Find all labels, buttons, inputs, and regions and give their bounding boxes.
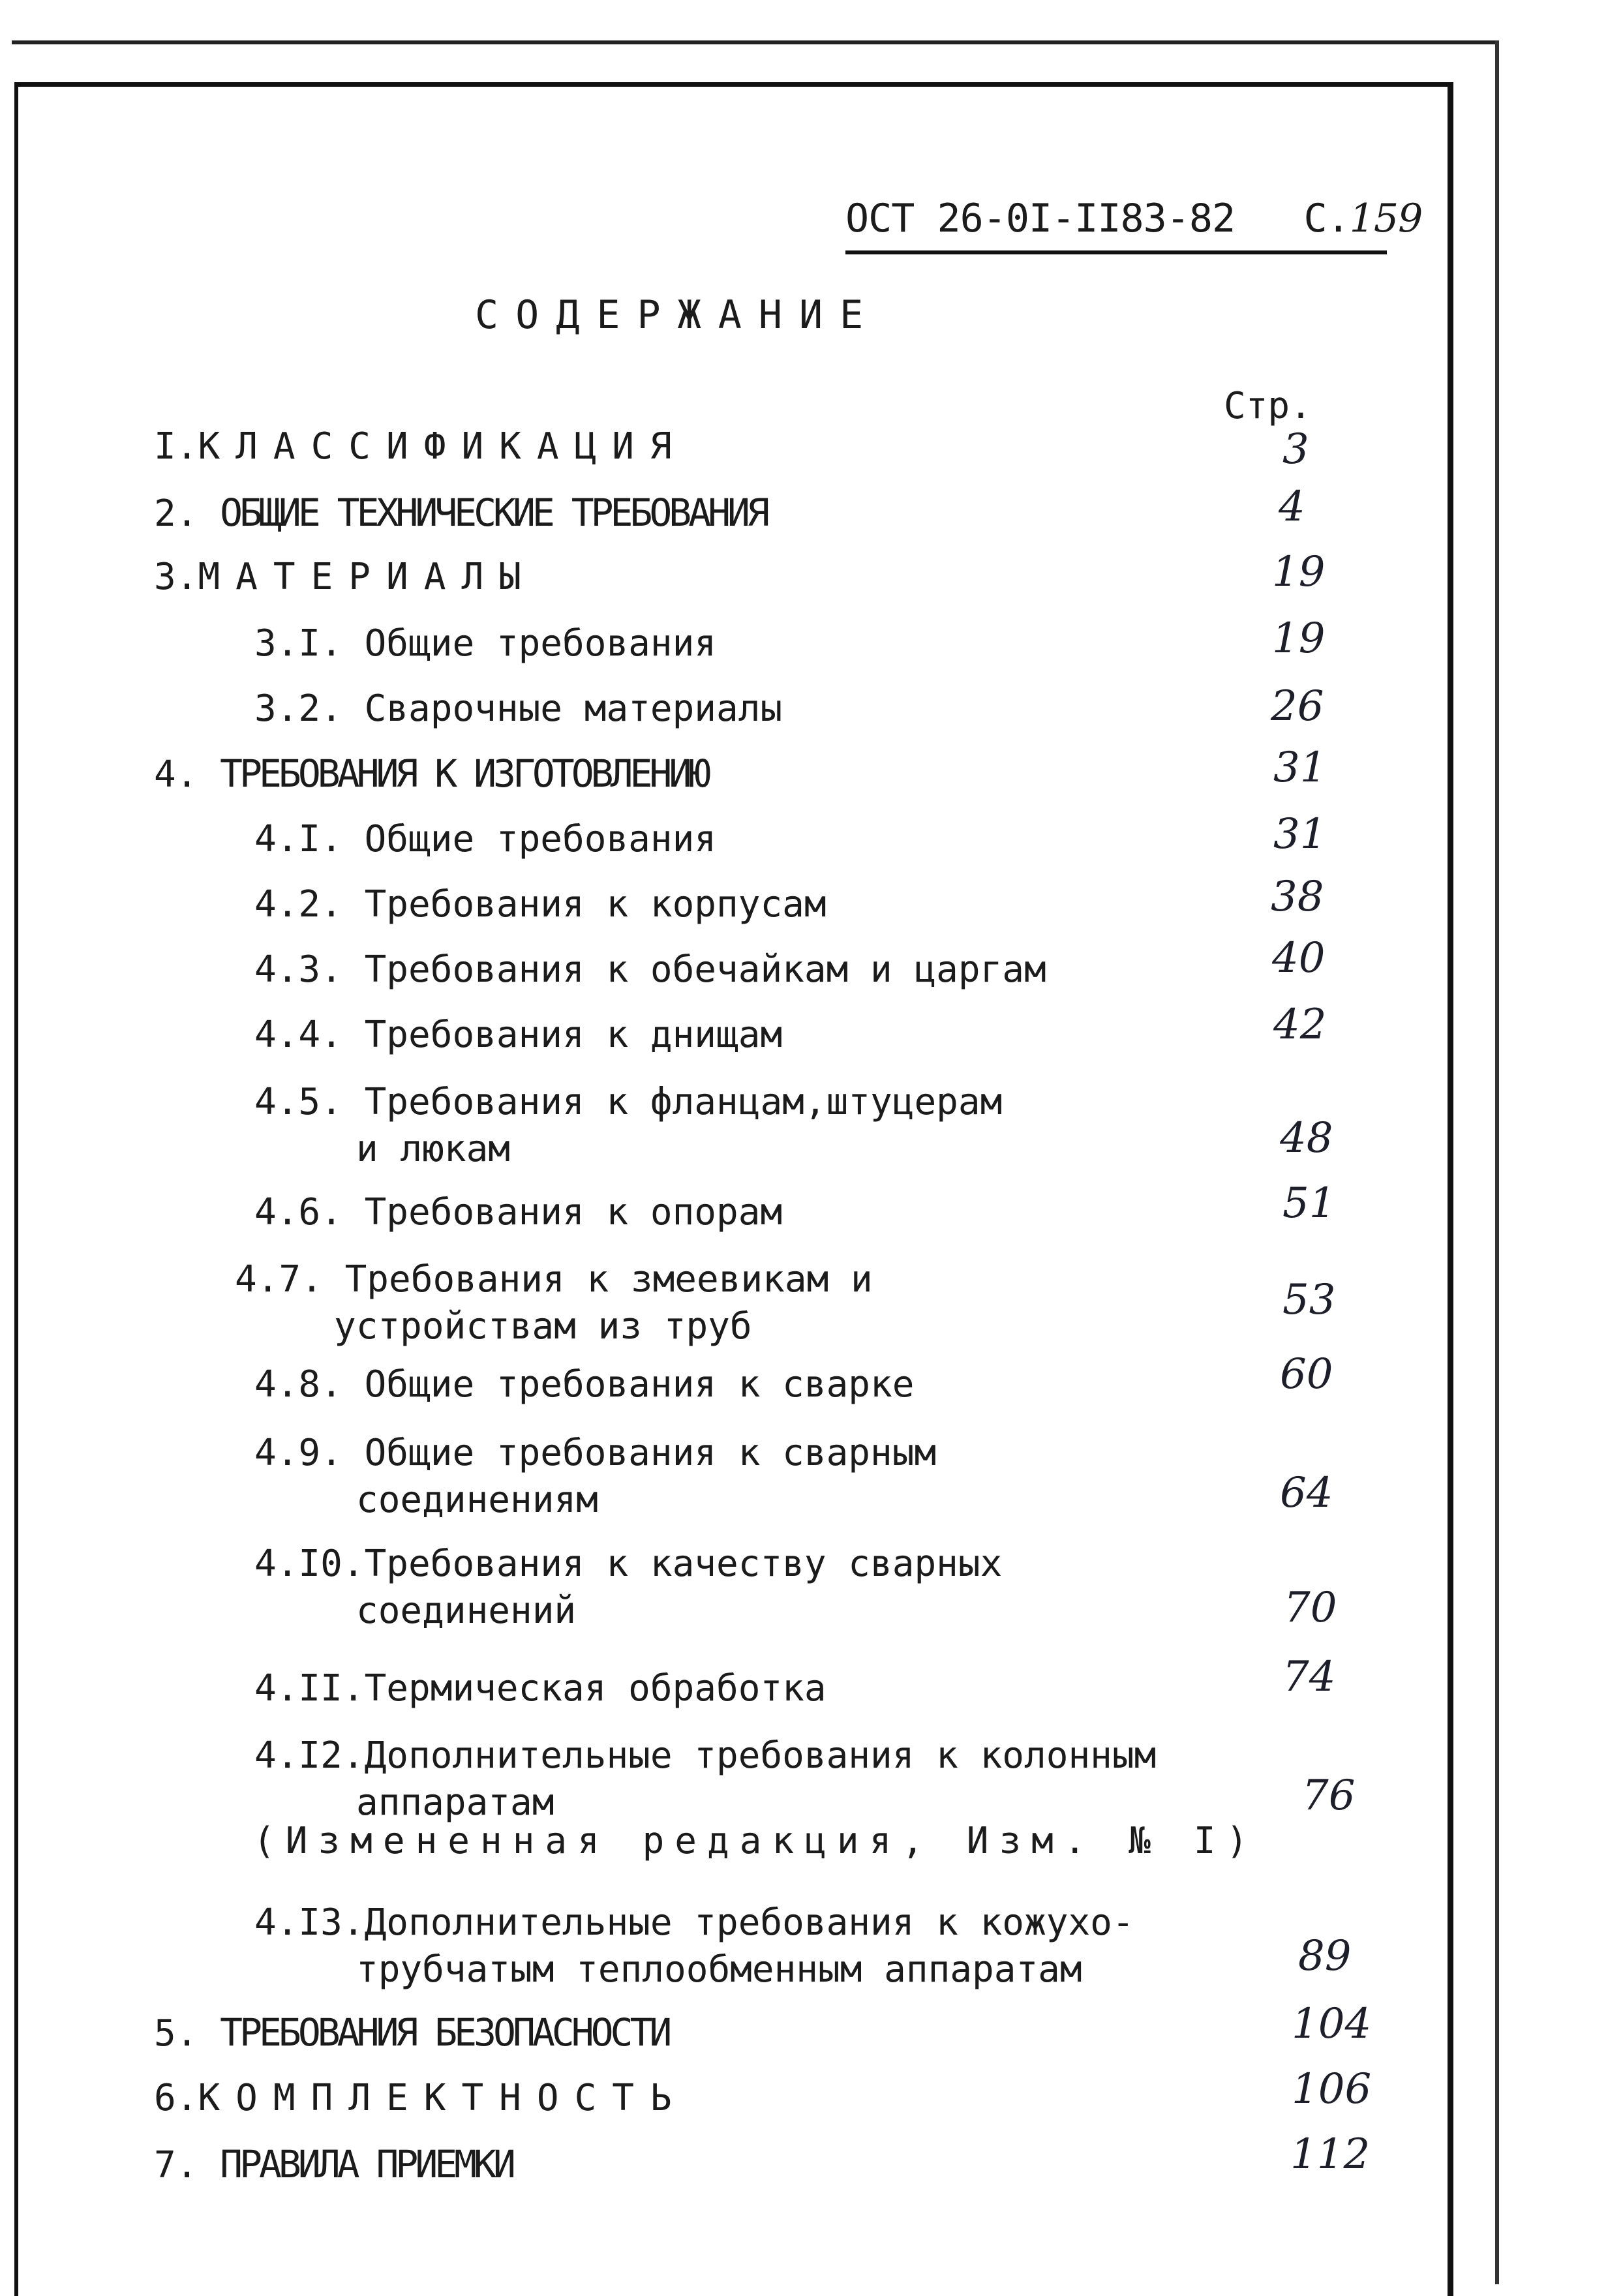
toc-entry [254, 1014, 782, 1056]
toc-entry-page: 19 [1272, 548, 1326, 596]
toc-entry-title-continued: соединений [356, 1590, 577, 1632]
toc-entry [254, 883, 827, 926]
toc-entry-number: 5. [154, 2012, 198, 2055]
toc-entry-page: 74 [1282, 1653, 1336, 1701]
toc-entry-number: 4.II. [254, 1667, 365, 1710]
toc-entry-title-continued: устройствам из труб [334, 1305, 752, 1348]
toc-entry [254, 622, 716, 665]
toc-entry-number: 4.3. [254, 948, 342, 991]
toc-entry [154, 2077, 688, 2119]
toc-entry-number: 3. [154, 556, 198, 598]
page-column-header: Стр. [1224, 385, 1312, 427]
toc-entry-title: Требования к корпусам [364, 883, 827, 926]
toc-entry [235, 1256, 873, 1350]
toc-entry-number: 4.2. [254, 883, 342, 926]
toc-entry-page: 89 [1298, 1932, 1352, 1980]
toc-entry-page: 31 [1273, 810, 1327, 858]
toc-entry [254, 1899, 1134, 1993]
toc-entry-number: 4.I. [254, 818, 342, 860]
toc-entry [154, 491, 766, 535]
toc-entry [154, 556, 537, 598]
toc-entry [154, 425, 688, 468]
toc-entry-number: 4.7. [235, 1258, 323, 1301]
toc-entry [154, 2142, 513, 2186]
toc-entry-number: I. [154, 425, 198, 468]
toc-entry-title: Требования к обечайкам и царгам [364, 948, 1046, 991]
toc-entry-number: 4.I2. [254, 1734, 365, 1777]
toc-entry-title-continued: трубчатым теплообменным аппаратам [356, 1948, 1082, 1991]
toc-entry-title-continued: и люкам [356, 1128, 511, 1170]
toc-entry-page: 60 [1280, 1350, 1333, 1398]
toc-entry-number: 7. [154, 2144, 198, 2186]
toc-entry [254, 1667, 827, 1710]
toc-entry [254, 1079, 1002, 1173]
toc-entry-title: ПРАВИЛА ПРИЕМКИ [220, 2142, 513, 2186]
toc-entry [154, 2010, 669, 2055]
toc-entry-title: Дополнительные требования к колонным [364, 1734, 1157, 1777]
toc-entry-page: 76 [1302, 1772, 1356, 1820]
toc-entry-number: 4.6. [254, 1191, 342, 1233]
page-title: СОДЕРЖАНИЕ [475, 292, 881, 338]
toc-entry-title-continued: аппаратам [356, 1781, 554, 1824]
toc-entry-title: КЛАССИФИКАЦИЯ [198, 425, 688, 468]
revision-note: (Измененная редакция, Изм. № I) [253, 1820, 1259, 1862]
toc-entry-page: 4 [1279, 483, 1305, 531]
toc-entry-number: 4.5. [254, 1081, 342, 1123]
toc-entry-page: 3 [1282, 425, 1309, 474]
toc-entry-page: 106 [1292, 2065, 1372, 2113]
scan-frame-top-line [12, 40, 1499, 44]
toc-entry-number: 2. [154, 492, 198, 535]
toc-entry-title: Сварочные материалы [364, 687, 783, 730]
toc-entry-number: 4.I0. [254, 1543, 365, 1585]
toc-entry-page: 64 [1280, 1469, 1333, 1517]
toc-entry [254, 818, 716, 860]
toc-entry-number: 4.4. [254, 1014, 342, 1056]
toc-entry-title-continued: соединениям [356, 1479, 598, 1521]
toc-entry-number: 6. [154, 2077, 198, 2119]
document-code-header [845, 196, 1423, 254]
toc-entry-title: Общие требования [364, 818, 717, 860]
toc-entry-page: 48 [1280, 1114, 1333, 1162]
toc-entry-number: 3.I. [254, 622, 342, 665]
toc-entry-page: 51 [1282, 1179, 1336, 1228]
toc-entry-title: Требования к качеству сварных [364, 1543, 1003, 1585]
toc-entry-title: Общие требования к сварке [364, 1363, 915, 1406]
toc-entry-page: 40 [1272, 934, 1326, 982]
toc-entry [254, 1363, 914, 1406]
toc-entry [254, 1541, 1002, 1635]
toc-entry [154, 751, 708, 796]
document-code: ОСТ 26-0I-II83-82 [845, 196, 1236, 241]
toc-entry-title: ТРЕБОВАНИЯ БЕЗОПАСНОСТИ [220, 2010, 669, 2055]
toc-entry-title: Требования к фланцам,штуцерам [364, 1081, 1003, 1123]
toc-entry-title: Требования к змеевикам и [344, 1258, 873, 1301]
toc-entry [254, 687, 782, 730]
toc-entry-number: 4.8. [254, 1363, 342, 1406]
toc-entry-page: 19 [1272, 614, 1326, 663]
toc-entry-number: 4.I3. [254, 1901, 365, 1944]
toc-entry-title: ТРЕБОВАНИЯ К ИЗГОТОВЛЕНИЮ [220, 751, 708, 796]
toc-entry-page: 31 [1273, 744, 1327, 792]
scan-frame-right-line [1495, 40, 1499, 2284]
toc-entry-title: Требования к днищам [364, 1014, 783, 1056]
toc-entry-number: 4. [154, 753, 198, 796]
toc-entry [254, 1191, 782, 1233]
toc-entry-title: Общие требования [364, 622, 717, 665]
toc-entry-page: 112 [1290, 2130, 1371, 2179]
toc-entry-page: 53 [1282, 1276, 1336, 1324]
toc-entry [254, 1430, 936, 1524]
toc-entry-number: 4.9. [254, 1432, 342, 1474]
toc-entry-number: 3.2. [254, 687, 342, 730]
toc-entry-page: 26 [1271, 682, 1324, 731]
toc-entry-title: Общие требования к сварным [364, 1432, 937, 1474]
toc-entry-title: КОМПЛЕКТНОСТЬ [198, 2077, 688, 2119]
toc-entry [254, 1732, 1156, 1826]
toc-entry-page: 42 [1273, 1001, 1327, 1049]
toc-entry-page: 104 [1292, 2000, 1372, 2048]
page-number: 159 [1349, 196, 1423, 241]
toc-entry-title: Дополнительные требования к кожухо- [364, 1901, 1134, 1944]
toc-entry-title: Требования к опорам [364, 1191, 783, 1233]
page-prefix: С. [1303, 196, 1350, 241]
toc-entry-title: МАТЕРИАЛЫ [198, 556, 537, 598]
toc-entry [254, 948, 1046, 991]
toc-entry-title: ОБЩИЕ ТЕХНИЧЕСКИЕ ТРЕБОВАНИЯ [220, 491, 766, 535]
toc-entry-page: 70 [1284, 1584, 1337, 1632]
toc-entry-page: 38 [1271, 873, 1324, 921]
toc-entry-title: Термическая обработка [364, 1667, 827, 1710]
